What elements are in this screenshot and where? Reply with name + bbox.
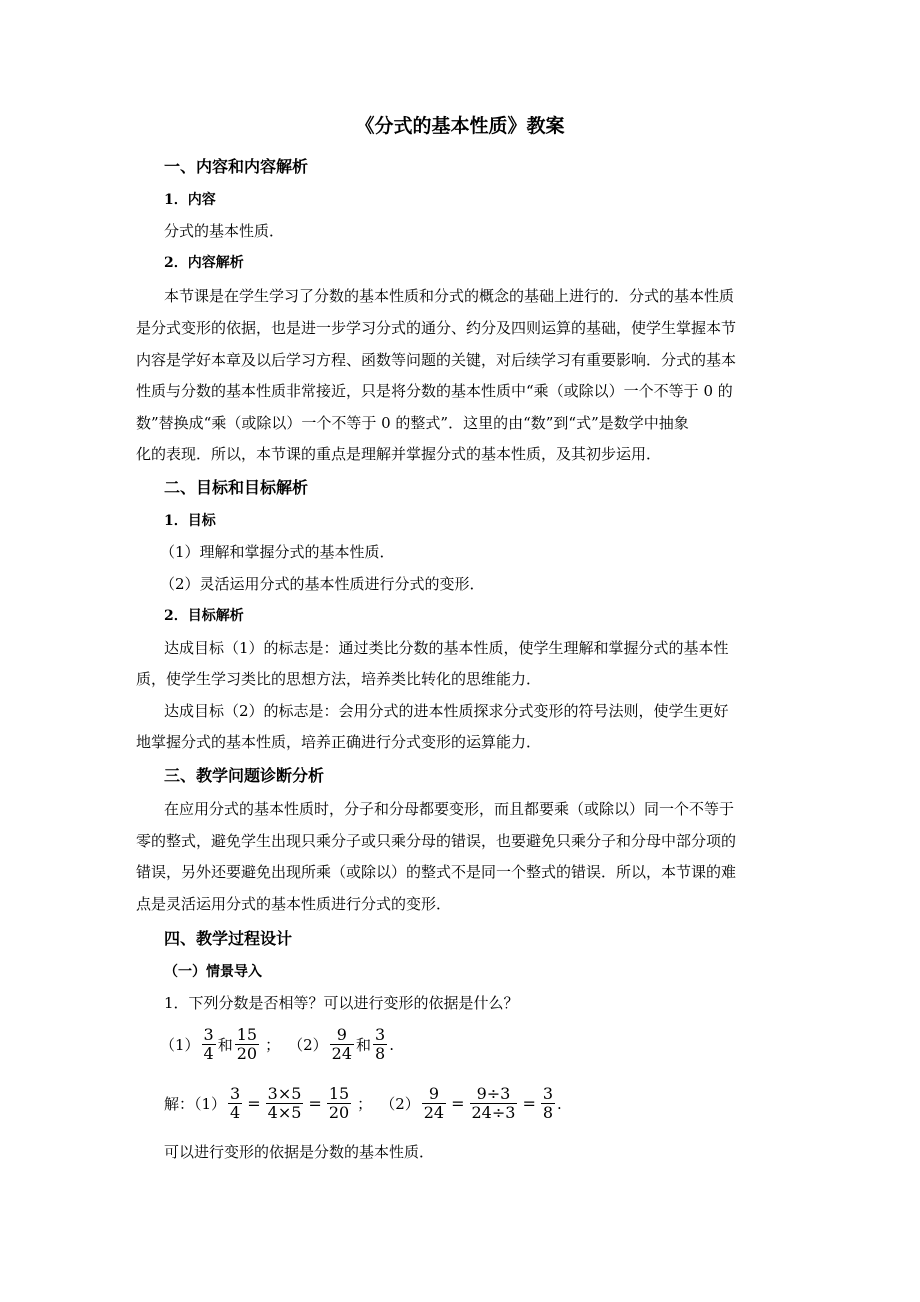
question-fraction-row	[160, 1026, 394, 1063]
goal-item: （1）理解和掌握分式的基本性质．	[160, 543, 395, 561]
paragraph-line: 是分式变形的依据，也是进一步学习分式的通分、约分及四则运算的基础，使学生掌握本节	[136, 319, 737, 337]
equals-sign: =	[247, 1093, 261, 1113]
paragraph-line: 达成目标（1）的标志是：通过类比分数的基本性质，使学生理解和掌握分式的基本性	[164, 639, 729, 657]
fraction: $\frac{9}{24}$	[423, 1084, 445, 1122]
fraction: $\frac{9}{24}$	[331, 1025, 353, 1063]
period: .	[389, 1035, 395, 1054]
subheading-content: 1．内容	[164, 192, 216, 208]
section-heading-content: 一、内容和内容解析	[164, 157, 309, 176]
fraction: $\frac{3}{4}$	[203, 1025, 214, 1063]
label: （1）	[160, 1035, 200, 1054]
subheading-goal-analysis: 2．目标解析	[164, 608, 244, 624]
subheading-intro: （一）情景导入	[164, 964, 262, 980]
paragraph-line: 性质与分数的基本性质非常接近，只是将分数的基本性质中“乘（或除以）一个不等于 0 的	[136, 382, 733, 400]
separator: ；	[265, 1035, 281, 1054]
paragraph-line: 错误，另外还要避免出现所乘（或除以）的整式不是同一个整式的错误．所以，本节课的难	[136, 863, 737, 881]
fraction: $\frac{15}{20}$	[328, 1084, 350, 1122]
document-title: 《分式的基本性质》教案	[355, 115, 565, 137]
equals-sign: =	[308, 1093, 322, 1113]
subheading-goals: 1．目标	[164, 513, 216, 529]
label: 解：（1）	[164, 1094, 227, 1113]
fraction: $\frac{3}{8}$	[375, 1025, 386, 1063]
subheading-content-analysis: 2．内容解析	[164, 255, 244, 271]
content-text: 分式的基本性质．	[164, 222, 285, 240]
label: （2）	[288, 1035, 328, 1054]
fraction: $\frac{3}{4}$	[230, 1084, 241, 1122]
fraction: $\frac{3}{8}$	[542, 1084, 554, 1122]
fraction: $\frac{15}{20}$	[236, 1025, 258, 1063]
period: .	[557, 1094, 562, 1113]
paragraph-line: 地掌握分式的基本性质，培养正确进行分式变形的运算能力．	[136, 733, 542, 751]
paragraph-line: 质，使学生学习类比的思想方法，培养类比转化的思维能力．	[136, 670, 542, 688]
conclusion-text: 可以进行变形的依据是分数的基本性质．	[164, 1143, 435, 1161]
section-heading-goals: 二、目标和目标解析	[164, 478, 309, 497]
paragraph-line: 内容是学好本章及以后学习方程、函数等问题的关键，对后续学习有重要影响．分式的基本	[136, 351, 737, 369]
paragraph-line: 零的整式，避免学生出现只乘分子或只乘分母的错误，也要避免只乘分子和分母中部分项的	[136, 832, 737, 850]
equals-sign: =	[451, 1093, 465, 1113]
paragraph-line: 达成目标（2）的标志是：会用分式的进本性质探求分式变形的符号法则，使学生更好	[164, 702, 729, 720]
connector: 和	[217, 1035, 233, 1054]
equals-sign: =	[522, 1093, 536, 1113]
goal-item: （2）灵活运用分式的基本性质进行分式的变形．	[160, 575, 485, 593]
label: （2）	[380, 1094, 420, 1113]
paragraph-line: 本节课是在学生学习了分数的基本性质和分式的概念的基础上进行的．分式的基本性质	[164, 287, 735, 305]
question-text: 1．下列分数是否相等？可以进行变形的依据是什么？	[164, 994, 519, 1012]
paragraph-line: 化的表现．所以，本节课的重点是理解并掌握分式的基本性质，及其初步运用．	[136, 445, 662, 463]
connector: 和	[356, 1035, 372, 1054]
fraction: $\frac{3\times 5}{4\times 5}$	[267, 1084, 302, 1122]
paragraph-line: 数”替换成“乘（或除以）一个不等于 0 的整式”．这里的由“数”到“式”是数学中抽象	[136, 414, 689, 432]
fraction: $\frac{9\div 3}{24\div 3}$	[471, 1084, 516, 1122]
separator: ；	[357, 1094, 373, 1113]
paragraph-line: 在应用分式的基本性质时，分子和分母都要变形，而且都要乘（或除以）同一个不等于	[164, 800, 735, 818]
paragraph-line: 点是灵活运用分式的基本性质进行分式的变形．	[136, 895, 452, 913]
section-heading-process: 四、教学过程设计	[164, 929, 293, 948]
solution-row	[164, 1085, 562, 1122]
section-heading-diagnosis: 三、教学问题诊断分析	[164, 766, 325, 785]
